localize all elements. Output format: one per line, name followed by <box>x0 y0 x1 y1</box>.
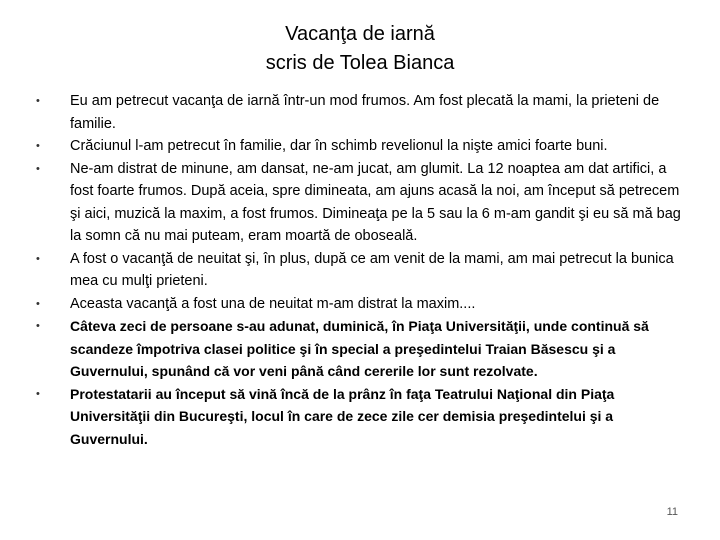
bullet-icon: • <box>36 140 40 152</box>
bullet-list <box>36 90 686 450</box>
bullet-icon: • <box>36 95 40 107</box>
bullet-text: Protestatarii au început să vină încă de la prânz în faţa Teatrului Naţional din Piaţa Universităţii din Bucureşti, locul în care de zece zile cer demisia preşedintelui şi a Guvernului. <box>70 385 615 447</box>
page-number: 11 <box>666 506 678 518</box>
title-block <box>0 20 720 78</box>
bullet-text: Aceasta vacanţă a fost una de neuitat m-am distrat la maxim.... <box>70 295 476 312</box>
bullet-text: Crăciunul l-am petrecut în familie, dar în schimb revelionul la nişte amici foarte buni. <box>70 138 608 154</box>
bullet-item <box>36 293 686 316</box>
bullet-item <box>36 248 686 293</box>
bullet-item <box>36 90 686 135</box>
bullet-item <box>36 135 686 158</box>
bullet-icon: • <box>36 252 40 265</box>
bullet-item-bold <box>36 315 686 383</box>
slide-title: Vacanţa de iarnă <box>285 23 435 45</box>
bullet-text: Eu am petrecut vacanţa de iarnă într-un mod frumos. Am fost plecată la mami, la prieteni de familie. <box>70 93 660 132</box>
bullet-icon: • <box>36 162 40 175</box>
bullet-item-bold <box>36 383 686 451</box>
bullet-icon: • <box>36 297 40 310</box>
bullet-text: Ne-am distrat de minune, am dansat, ne-am jucat, am glumit. La 12 noaptea am dat artifici, a fost foarte frumos. După aceia, spre dimineata, am ajuns acasă la noi, am început să petrecem şi aici, muzică la maxim, a fost frumos. Dimineaţa pe la 5 sau la 6 m-am gandit şi eu să mă bag la somn că nu mai puteam, eram moartă de obosealǎ. <box>70 160 681 244</box>
bullet-text: Câteva zeci de persoane s-au adunat, duminică, în Piaţa Universităţii, unde continuă să scandeze împotriva clasei politice şi în special a preşedintelui Traian Băsescu şi a Guvernului, spunând că vor veni până când cererile lor sunt rezolvate. <box>70 318 649 379</box>
bullet-icon: • <box>36 387 40 400</box>
slide-subtitle: scris de Tolea Bianca <box>265 52 455 74</box>
bullet-icon: • <box>36 320 40 332</box>
bullet-text: A fost o vacanţă de neuitat şi, în plus, după ce am venit de la mami, am mai petrecut la bunica mea cu mulţi prieteni. <box>70 250 674 289</box>
bullet-item <box>36 158 686 248</box>
